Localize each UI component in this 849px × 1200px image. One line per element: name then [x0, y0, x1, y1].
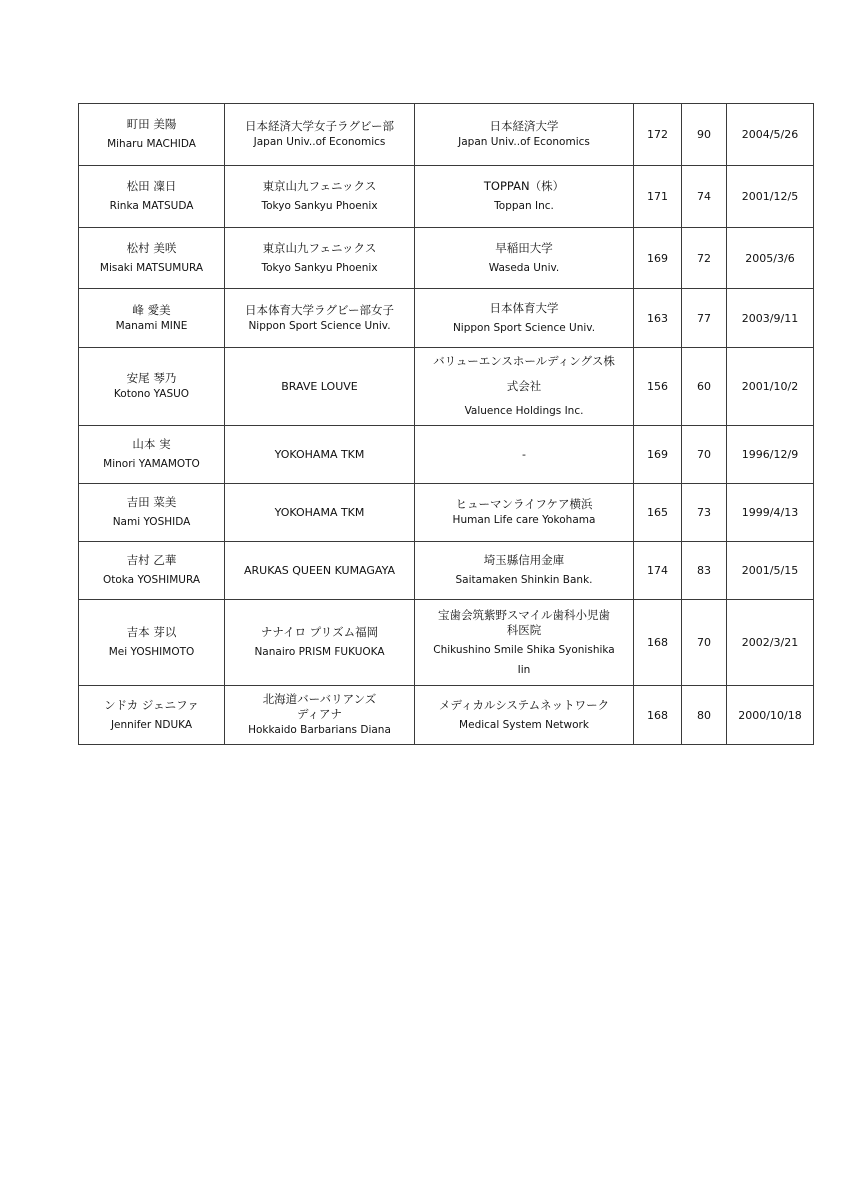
affiliation-jp-line-2: 式会社 — [506, 379, 542, 393]
birthdate-cell — [727, 348, 814, 426]
table-row — [79, 426, 814, 484]
affiliation-en-line-1: Chikushino Smile Shika Syonishika — [433, 643, 615, 656]
affiliation-jp: メディカルシステムネットワーク — [438, 697, 610, 712]
player-name-jp: 町田 美陽 — [126, 117, 177, 131]
birthdate-cell — [727, 542, 814, 600]
birthdate-cell — [727, 600, 814, 686]
affiliation-jp-line-2: 科医院 — [506, 622, 542, 637]
team-name: ARUKAS QUEEN KUMAGAYA — [244, 564, 395, 577]
player-name-cell — [79, 484, 225, 542]
affiliation-cell — [415, 484, 634, 542]
affiliation-cell — [415, 686, 634, 745]
affiliation-jp: TOPPAN（株） — [483, 179, 565, 193]
team-cell — [225, 289, 415, 348]
team-name-en: Nippon Sport Science Univ. — [248, 319, 391, 332]
team-name-en: Japan Univ..of Economics — [253, 136, 386, 148]
weight-value: 77 — [697, 311, 711, 325]
player-name-jp: 松村 美咲 — [126, 240, 177, 255]
affiliation-en-line-2: Iin — [517, 663, 531, 676]
player-name-en: Kotono YASUO — [113, 388, 190, 400]
height-value: 165 — [647, 506, 668, 519]
weight-cell — [682, 104, 727, 166]
height-value: 172 — [647, 128, 668, 141]
player-name-jp: 峰 愛美 — [132, 302, 171, 317]
team-cell — [225, 348, 415, 426]
team-name-jp: ナナイロ プリズム福岡 — [260, 625, 379, 639]
player-name-en: Miharu MACHIDA — [107, 138, 196, 150]
team-name-jp: 東京山九フェニックス — [262, 240, 377, 255]
height-value: 168 — [647, 708, 668, 722]
birthdate-value: 2001/5/15 — [741, 564, 799, 577]
player-name-en: Otoka YOSHIMURA — [102, 574, 201, 586]
team-name-jp: 日本体育大学ラグビー部女子 — [244, 302, 395, 317]
weight-value: 74 — [697, 190, 711, 203]
birthdate-cell — [727, 686, 814, 745]
table-row — [79, 104, 814, 166]
affiliation: - — [522, 448, 526, 461]
player-name-cell — [79, 166, 225, 228]
height-cell — [634, 426, 682, 484]
table-row — [79, 542, 814, 600]
player-name-jp: 吉本 芽以 — [126, 625, 177, 639]
affiliation-jp-line-1: バリューエンスホールディングス株 — [433, 354, 615, 368]
player-name-cell — [79, 289, 225, 348]
height-value: 169 — [647, 251, 668, 265]
table-row — [79, 166, 814, 228]
team-cell — [225, 542, 415, 600]
height-cell — [634, 228, 682, 289]
player-name-cell — [79, 348, 225, 426]
weight-cell — [682, 484, 727, 542]
team-name: YOKOHAMA TKM — [274, 506, 365, 519]
birthdate-value: 2004/5/26 — [741, 128, 799, 141]
player-name-en: Minori YAMAMOTO — [103, 458, 200, 470]
player-name-en: Rinka MATSUDA — [109, 200, 194, 212]
team-name-en: Tokyo Sankyu Phoenix — [261, 261, 378, 274]
player-name-cell — [79, 686, 225, 745]
weight-value: 70 — [697, 448, 711, 461]
player-name-jp: 吉田 菜美 — [126, 495, 177, 509]
player-name-jp: 松田 凜日 — [126, 179, 177, 193]
table-row — [79, 289, 814, 348]
team-name-jp: 日本経済大学女子ラグビー部 — [244, 119, 395, 133]
table-row — [79, 228, 814, 289]
height-value: 171 — [647, 190, 668, 203]
affiliation-en: Saitamaken Shinkin Bank. — [455, 574, 593, 586]
team-name-en: Nanairo PRISM FUKUOKA — [254, 646, 385, 658]
height-value: 163 — [647, 311, 668, 325]
weight-value: 70 — [697, 636, 711, 649]
height-cell — [634, 542, 682, 600]
player-name-en: Jennifer NDUKA — [110, 718, 193, 731]
player-name-jp: 吉村 乙華 — [126, 553, 177, 567]
team-name: YOKOHAMA TKM — [274, 448, 365, 461]
player-name-en: Nami YOSHIDA — [112, 516, 191, 528]
height-value: 169 — [647, 448, 668, 461]
birthdate-value: 1996/12/9 — [741, 448, 799, 461]
player-name-jp: 安尾 琴乃 — [126, 371, 177, 385]
birthdate-cell — [727, 289, 814, 348]
weight-value: 73 — [697, 506, 711, 519]
affiliation-jp-line-1: 宝歯会筑紫野スマイル歯科小児歯 — [437, 607, 611, 622]
player-name-cell — [79, 426, 225, 484]
height-value: 156 — [647, 380, 668, 393]
birthdate-value: 2000/10/18 — [738, 708, 802, 722]
weight-cell — [682, 600, 727, 686]
height-value: 174 — [647, 564, 668, 577]
affiliation-jp: 日本経済大学 — [489, 119, 559, 133]
team-cell — [225, 686, 415, 745]
player-name-en: Manami MINE — [115, 319, 188, 332]
height-cell — [634, 289, 682, 348]
table-row — [79, 600, 814, 686]
player-name-cell — [79, 542, 225, 600]
birthdate-value: 2001/12/5 — [741, 190, 799, 203]
weight-value: 80 — [697, 708, 711, 722]
birthdate-cell — [727, 104, 814, 166]
weight-cell — [682, 228, 727, 289]
affiliation-cell — [415, 600, 634, 686]
player-name-jp: 山本 実 — [132, 437, 171, 451]
birthdate-value: 2005/3/6 — [745, 251, 795, 265]
player-name-jp: ンドカ ジェニファ — [104, 697, 199, 712]
affiliation-en: Human Life care Yokohama — [452, 514, 596, 526]
affiliation-jp: 早稲田大学 — [495, 240, 553, 255]
birthdate-value: 1999/4/13 — [741, 506, 799, 519]
birthdate-value: 2001/10/2 — [741, 380, 799, 393]
birthdate-value: 2002/3/21 — [741, 636, 799, 649]
team-cell — [225, 104, 415, 166]
player-name-en: Misaki MATSUMURA — [99, 261, 204, 274]
player-name-cell — [79, 104, 225, 166]
player-name-cell — [79, 228, 225, 289]
affiliation-jp: 日本体育大学 — [489, 300, 559, 315]
birthdate-value: 2003/9/11 — [741, 311, 799, 325]
birthdate-cell — [727, 426, 814, 484]
team-name-en: Hokkaido Barbarians Diana — [248, 724, 391, 736]
weight-cell — [682, 289, 727, 348]
affiliation-cell — [415, 166, 634, 228]
weight-cell — [682, 686, 727, 745]
height-cell — [634, 484, 682, 542]
table-row — [79, 686, 814, 745]
birthdate-cell — [727, 166, 814, 228]
affiliation-cell — [415, 289, 634, 348]
affiliation-en: Nippon Sport Science Univ. — [452, 321, 596, 334]
weight-cell — [682, 426, 727, 484]
team-cell — [225, 228, 415, 289]
team-cell — [225, 600, 415, 686]
weight-cell — [682, 542, 727, 600]
weight-cell — [682, 348, 727, 426]
affiliation-cell — [415, 104, 634, 166]
weight-value: 90 — [697, 128, 711, 141]
weight-cell — [682, 166, 727, 228]
affiliation-jp: 埼玉縣信用金庫 — [483, 553, 565, 567]
player-name-cell — [79, 600, 225, 686]
table-row — [79, 484, 814, 542]
height-cell — [634, 166, 682, 228]
team-cell — [225, 484, 415, 542]
weight-value: 60 — [697, 380, 711, 393]
birthdate-cell — [727, 228, 814, 289]
affiliation-cell — [415, 426, 634, 484]
affiliation-en: Toppan Inc. — [494, 200, 554, 212]
affiliation-jp: ヒューマンライフケア横浜 — [455, 497, 593, 511]
team-cell — [225, 426, 415, 484]
affiliation-cell — [415, 348, 634, 426]
player-name-en: Mei YOSHIMOTO — [108, 646, 195, 658]
team-name-jp: 東京山九フェニックス — [262, 179, 377, 193]
team-name-jp-line-2: ディアナ — [296, 707, 343, 721]
weight-value: 72 — [697, 251, 711, 265]
height-cell — [634, 686, 682, 745]
affiliation-en: Waseda Univ. — [488, 261, 560, 274]
team-cell — [225, 166, 415, 228]
table-row — [79, 348, 814, 426]
affiliation-en: Japan Univ..of Economics — [458, 136, 590, 148]
affiliation-cell — [415, 228, 634, 289]
height-value: 168 — [647, 636, 668, 649]
affiliation-en: Medical System Network — [459, 718, 589, 731]
birthdate-cell — [727, 484, 814, 542]
affiliation-cell — [415, 542, 634, 600]
affiliation-en: Valuence Holdings Inc. — [464, 405, 584, 417]
player-roster-table — [78, 103, 814, 745]
height-cell — [634, 348, 682, 426]
height-cell — [634, 600, 682, 686]
weight-value: 83 — [697, 564, 711, 577]
team-name: BRAVE LOUVE — [281, 380, 358, 393]
height-cell — [634, 104, 682, 166]
team-name-en: Tokyo Sankyu Phoenix — [261, 200, 378, 212]
team-name-jp-line-1: 北海道バーバリアンズ — [262, 692, 377, 706]
